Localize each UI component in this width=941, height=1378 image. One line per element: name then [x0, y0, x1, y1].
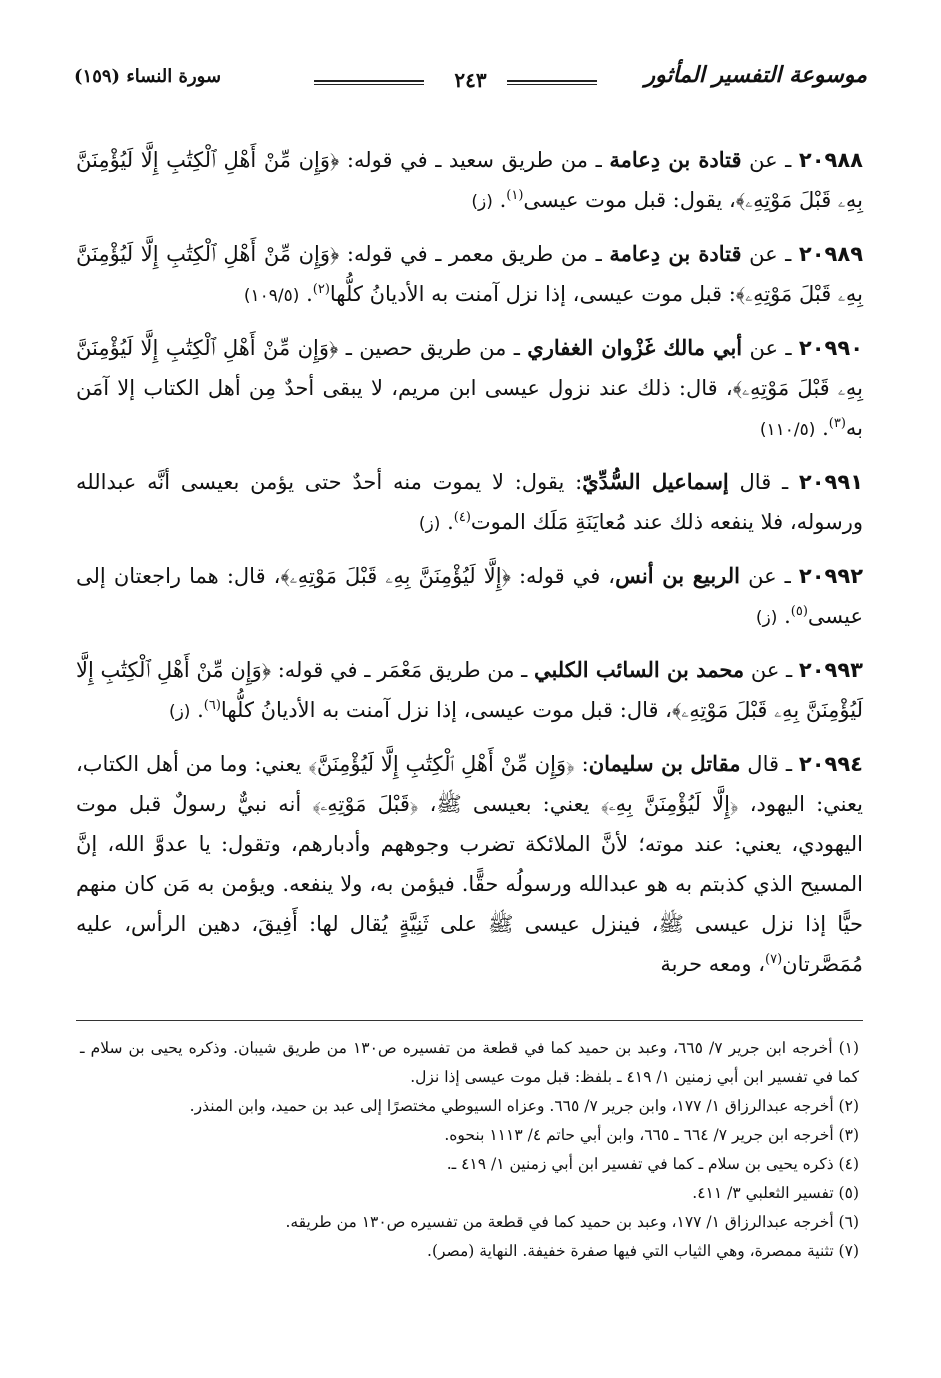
- footnote-separator: [76, 1020, 863, 1021]
- running-header: [74, 58, 867, 98]
- narration-entry: [76, 650, 863, 732]
- entry-text: ، قال: ذلك عند نزول عيسى ابن مريم، لا يبقى أحدٌ مِن أهل الكتاب إلا آمَن به: [76, 376, 863, 440]
- narration-entry: [76, 234, 863, 316]
- entry-text: ـ من طريق سعيد ـ في قوله:: [339, 148, 610, 172]
- entry-text: ـ من طريق حصين ـ: [338, 336, 528, 360]
- entry-text: ، قال: هما راجعتان إلى عيسى: [76, 564, 863, 628]
- entry-text: أنه نبيٌّ رسولٌ قبل موت اليهودي، يعني: عند موته؛ لأنَّ الملائكة تضرب وجوههم وأدبارهم، وتقول: يا عدوَّ الله، إنَّ المسيح الذي كذبتم به هو عبدالله ورسولُه حقًّا. فيؤمن به، ولا ينفعه. ويؤمن به مَن كان منهم حيًّا إذا نزل عيسى ﷺ، فينزل عيسى ﷺ على ثَنِيَّةٍ يُقال لها: أَفِيقَ، دهين الرأس، عليه مُمَصَّرتان: [76, 792, 863, 976]
- entry-text: : قبل موت عيسى، إذا نزل آمنت به الأديانُ كلُّها: [329, 282, 736, 306]
- entry-text: ، يقول: قبل موت عيسى: [523, 188, 736, 212]
- main-text: [76, 140, 863, 996]
- footnote-ref: (٢): [312, 282, 330, 297]
- entry-text: ، في قوله:: [510, 564, 616, 588]
- entry-text: .: [492, 188, 507, 212]
- narration-entry: [76, 140, 863, 222]
- entry-number: ٢٠٩٩١: [798, 470, 864, 494]
- entry-text: ـ قال: [728, 470, 799, 494]
- book-title: موسوعة التفسير المأثور: [644, 62, 867, 88]
- entry-text: ـ عن: [741, 242, 799, 266]
- entry-text: : يقول: لا يموت منه أحدٌ حتى يؤمن بعيسى أنَّه عبدالله ورسوله، فلا ينفعه ذلك عند مُعايَنَةِ مَلَك الموت: [76, 470, 863, 534]
- source-code: (ز): [755, 608, 778, 628]
- entry-text: ، قال: قبل موت عيسى، إذا نزل آمنت به الأديانُ كلُّها: [220, 698, 672, 722]
- entry-number: ٢٠٩٨٨: [798, 148, 863, 172]
- entry-text: .: [440, 510, 454, 534]
- footnote-ref: (١): [506, 188, 524, 203]
- entry-text: ـ من طريق مَعْمَر ـ في قوله:: [271, 658, 534, 682]
- source-code: (١١٠/٥): [759, 420, 816, 440]
- entry-text: :: [574, 752, 589, 776]
- footnote: (٣) أخرجه ابن جرير ٧/ ٦٦٤ ـ ٦٦٥، وابن أبي حاتم ٤/ ١١١٣ بنحوه.: [444, 1126, 859, 1144]
- source-code: (ز): [168, 702, 191, 722]
- narration-entry: [76, 328, 863, 450]
- quran-quote: ﴿وَإِن مِّنْ أَهْلِ ٱلْكِتَٰبِ إِلَّا لَيُؤْمِنَنَّ﴾: [308, 752, 575, 776]
- quran-quote: ﴿وَإِن مِّنْ أَهْلِ ٱلْكِتَٰبِ إِلَّا لَيُؤْمِنَنَّ بِهِۦ قَبْلَ مَوْتِهِۦ﴾: [76, 148, 863, 212]
- narrator-name: أبي مالك غَزْوان الغفاري: [527, 335, 743, 360]
- source-code: (١٠٩/٥): [243, 286, 300, 306]
- quran-quote: ﴿وَإِن مِّنْ أَهْلِ ٱلْكِتَٰبِ إِلَّا لَيُؤْمِنَنَّ بِهِۦ قَبْلَ مَوْتِهِۦ﴾: [76, 336, 864, 400]
- narration-entry: [76, 556, 863, 638]
- footnote-ref: (٥): [790, 604, 808, 619]
- narration-entry: [76, 462, 863, 544]
- footnote-ref: (٦): [203, 698, 221, 713]
- quran-quote: ﴿وَإِن مِّنْ أَهْلِ ٱلْكِتَٰبِ إِلَّا لَيُؤْمِنَنَّ بِهِۦ قَبْلَ مَوْتِهِۦ﴾: [76, 242, 863, 306]
- entry-number: ٢٠٩٩٤: [798, 752, 863, 776]
- entry-number: ٢٠٩٩٠: [798, 336, 864, 360]
- entry-text: ـ عن: [744, 658, 799, 682]
- entry-text: .: [299, 282, 313, 306]
- entry-text: ـ عن: [742, 336, 799, 360]
- entry-text: .: [815, 416, 829, 440]
- entry-text: ، ومعه حربة: [660, 952, 765, 976]
- quran-quote: ﴿إِلَّا لَيُؤْمِنَنَّ بِهِۦ قَبْلَ مَوْتِهِۦ﴾: [280, 564, 511, 588]
- source-code: (ز): [418, 514, 441, 534]
- footnote: (٦) أخرجه عبدالرزاق ١/ ١٧٧، وعبد بن حميد كما في قطعة من تفسيره ص١٣٠ من طريقه.: [285, 1213, 859, 1231]
- entry-number: ٢٠٩٩٣: [798, 658, 863, 682]
- entry-text: ـ من طريق معمر ـ في قوله:: [339, 242, 610, 266]
- entry-text: ـ عن: [740, 564, 799, 588]
- quran-quote: ﴿وَإِن مِّنْ أَهْلِ ٱلْكِتَٰبِ إِلَّا لَيُؤْمِنَنَّ بِهِۦ قَبْلَ مَوْتِهِۦ﴾: [76, 658, 863, 722]
- entry-text: ـ عن: [741, 148, 799, 172]
- quran-quote: ﴿إِلَّا لَيُؤْمِنَنَّ بِهِۦ﴾: [600, 792, 739, 816]
- footnote: (٥) تفسير الثعلبي ٣/ ٤١١.: [692, 1184, 859, 1202]
- header-rule-left: [314, 80, 424, 85]
- narrator-name: الربيع بن أنس: [615, 563, 740, 588]
- narrator-name: مقاتل بن سليمان: [588, 751, 741, 776]
- entry-number: ٢٠٩٨٩: [798, 242, 864, 266]
- footnote-ref: (٧): [765, 952, 783, 967]
- entry-number: ٢٠٩٩٢: [798, 564, 864, 588]
- narration-entry: [76, 744, 863, 984]
- entry-text: .: [190, 698, 204, 722]
- entry-text: يعني: وما من أهل الكتاب، يعني: اليهود،: [76, 752, 863, 816]
- narrator-name: قتادة بن دِعامة: [609, 147, 742, 172]
- page-number: ٢٤٣: [444, 68, 496, 92]
- footnotes: [80, 1034, 859, 1266]
- footnote: (٢) أخرجه عبدالرزاق ١/ ١٧٧، وابن جرير ٧/ ٦٦٥. وعزاه السيوطي مختصرًا إلى عبد بن حميد، وابن المنذر.: [189, 1097, 859, 1115]
- footnote: (٤) ذكره يحيى بن سلام ـ كما في تفسير ابن أبي زمنين ١/ ٤١٩ ـ.: [446, 1155, 859, 1173]
- entry-text: .: [777, 604, 791, 628]
- narrator-name: إسماعيل السُّدِّيّ: [582, 469, 729, 494]
- source-code: (ز): [471, 192, 493, 212]
- footnote: (٧) تثنية ممصرة، وهي الثياب التي فيها صفرة خفيفة. النهاية (مصر).: [427, 1242, 859, 1260]
- footnote: (١) أخرجه ابن جرير ٧/ ٦٦٥، وعبد بن حميد كما في قطعة من تفسيره ص١٣٠ من طريق شيبان. وذكره يحيى بن سلام ـ كما في تفسير ابن أبي زمنين ١/ ٤١٩ ـ بلفظ: قبل موت عيسى إذا نزل.: [80, 1039, 860, 1086]
- surah-reference: سورة النساء (١٥٩): [74, 66, 222, 87]
- entry-text: ـ قال: [740, 752, 799, 776]
- entry-text: يعني: بعيسى ﷺ،: [418, 792, 601, 816]
- footnote-ref: (٣): [828, 416, 846, 431]
- footnote-ref: (٤): [453, 510, 471, 525]
- narrator-name: قتادة بن دِعامة: [609, 241, 742, 266]
- narrator-name: محمد بن السائب الكلبي: [533, 657, 745, 682]
- quran-quote: ﴿قَبْلَ مَوْتِهِۦ﴾: [312, 792, 419, 816]
